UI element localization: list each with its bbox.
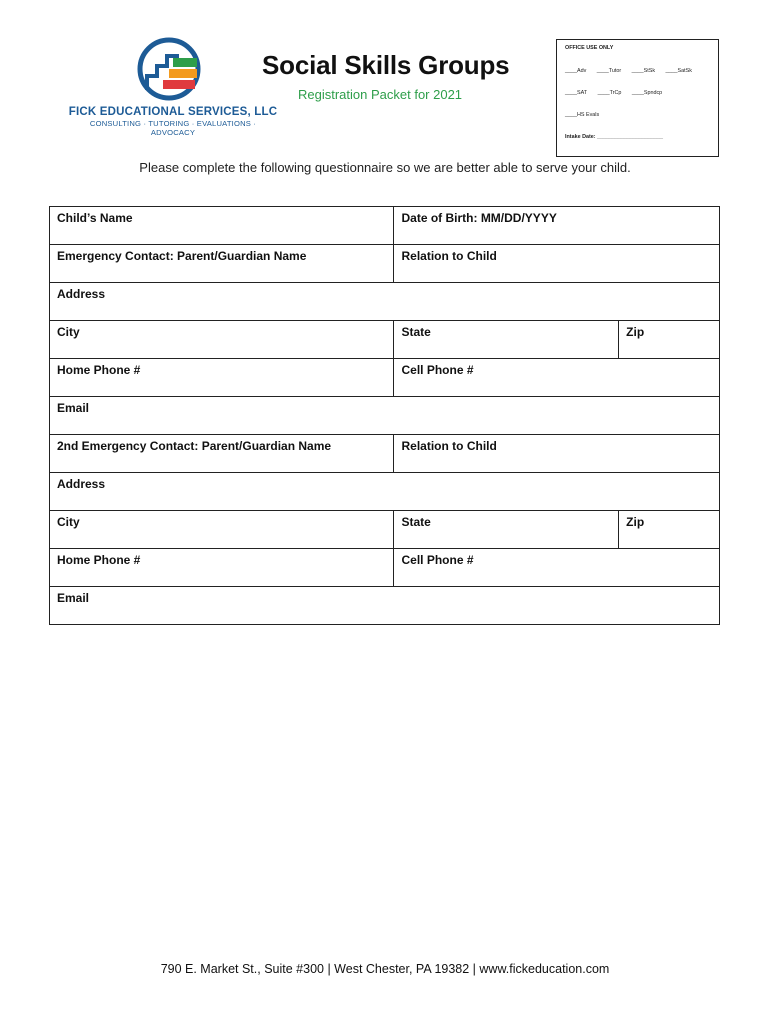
footer-address: 790 E. Market St., Suite #300 | West Chester, PA 19382 | www.fickeducation.com (160, 962, 610, 976)
page-subtitle: Registration Packet for 2021 (298, 87, 463, 102)
form-row (50, 435, 720, 473)
office-field-satsk: ____SatSk (665, 68, 692, 74)
registration-form-table (49, 206, 720, 625)
office-field-stsk: ____StSk (631, 68, 656, 74)
company-tagline: CONSULTING · TUTORING · EVALUATIONS · ADVOCACY (89, 119, 257, 137)
email-field[interactable]: Email (50, 397, 720, 435)
city-2-field[interactable]: City (50, 511, 394, 549)
page-title: Social Skills Groups (262, 50, 510, 80)
zip-field[interactable]: Zip (619, 321, 720, 359)
state-field[interactable]: State (394, 321, 619, 359)
company-logo-icon (133, 36, 205, 102)
form-row (50, 397, 720, 435)
office-intake-date: Intake Date: ______________________ (565, 134, 664, 140)
intro-text: Please complete the following questionnaire so we are better able to serve your child. (139, 160, 631, 175)
office-field-adv: ____Adv (565, 68, 587, 74)
address-field[interactable]: Address (50, 283, 720, 321)
company-block (68, 106, 278, 137)
email-2-field[interactable]: Email (50, 587, 720, 625)
dob-field[interactable]: Date of Birth: MM/DD/YYYY (394, 207, 720, 245)
zip-2-field[interactable]: Zip (619, 511, 720, 549)
form-row (50, 511, 720, 549)
form-row (50, 359, 720, 397)
city-field[interactable]: City (50, 321, 394, 359)
cell-phone-2-field[interactable]: Cell Phone # (394, 549, 720, 587)
office-field-spndcp: ____Spndcp (631, 90, 663, 96)
relation-2-field[interactable]: Relation to Child (394, 435, 720, 473)
form-row (50, 549, 720, 587)
office-field-trcp: ____TrCp (597, 90, 622, 96)
office-row-2 (565, 90, 671, 96)
form-row (50, 321, 720, 359)
home-phone-field[interactable]: Home Phone # (50, 359, 394, 397)
relation-field[interactable]: Relation to Child (394, 245, 720, 283)
office-row-3: ____HS Evals (565, 112, 600, 118)
form-row (50, 207, 720, 245)
address-2-field[interactable]: Address (50, 473, 720, 511)
form-row (50, 245, 720, 283)
company-name: FICK EDUCATIONAL SERVICES, LLC (68, 106, 278, 118)
office-use-title: OFFICE USE ONLY (565, 45, 614, 51)
office-row-1 (565, 68, 701, 74)
state-2-field[interactable]: State (394, 511, 619, 549)
emergency-contact-2-field[interactable]: 2nd Emergency Contact: Parent/Guardian Name (50, 435, 394, 473)
office-field-sat: ____SAT (565, 90, 588, 96)
emergency-contact-field[interactable]: Emergency Contact: Parent/Guardian Name (50, 245, 394, 283)
form-row (50, 283, 720, 321)
home-phone-2-field[interactable]: Home Phone # (50, 549, 394, 587)
cell-phone-field[interactable]: Cell Phone # (394, 359, 720, 397)
office-field-tutor: ____Tutor (596, 68, 622, 74)
office-use-box (556, 39, 719, 157)
form-row (50, 473, 720, 511)
form-row (50, 587, 720, 625)
childs-name-field[interactable]: Child’s Name (50, 207, 394, 245)
